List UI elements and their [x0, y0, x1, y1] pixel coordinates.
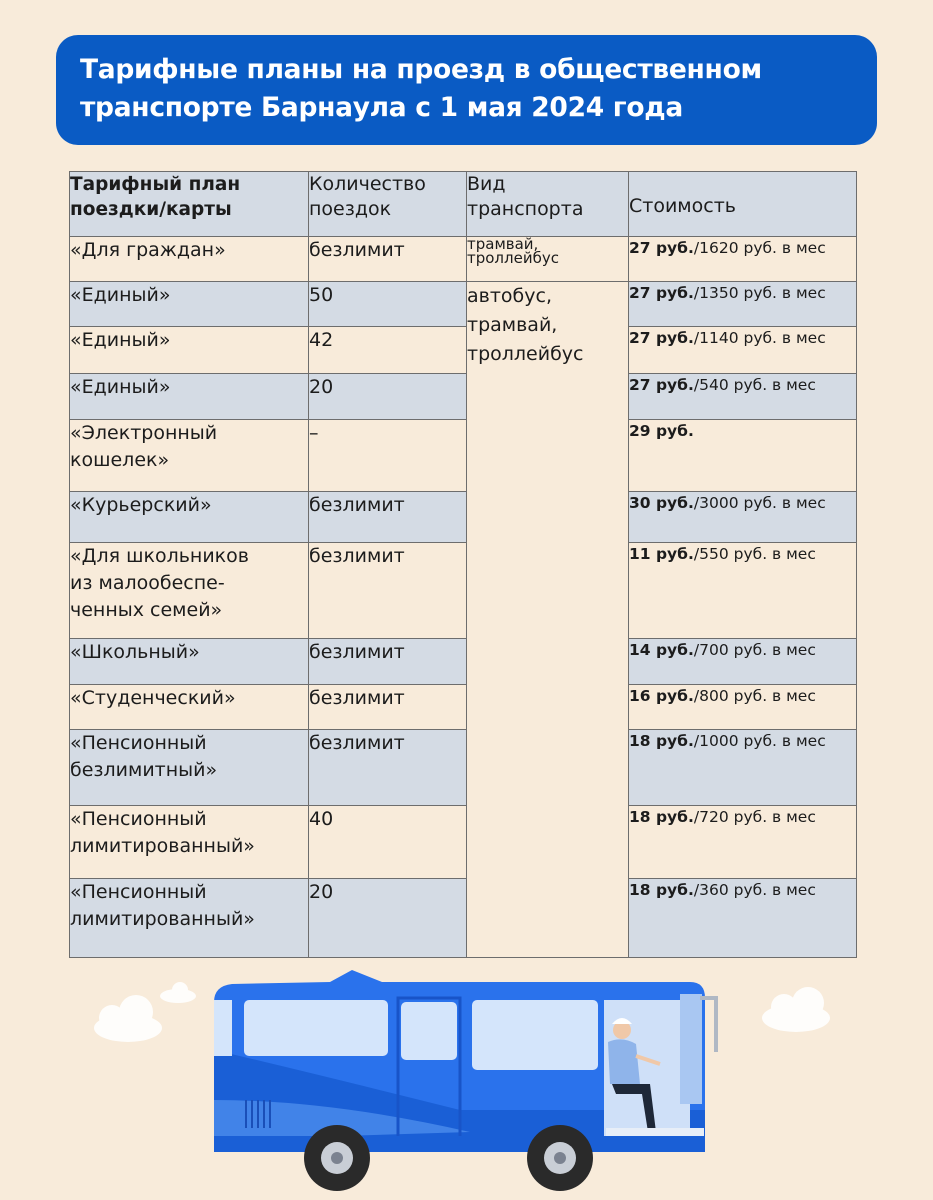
- table-row: [70, 543, 857, 639]
- bus-front-glass: [680, 994, 702, 1104]
- count-cell: 40: [309, 806, 467, 879]
- header-plan: [70, 172, 309, 237]
- plan-name-line-1: «Пенсионный: [70, 732, 207, 754]
- cost-cell: [629, 420, 857, 492]
- plan-cell: [70, 685, 309, 730]
- cost-cell: [629, 237, 857, 282]
- plan-cell: [70, 879, 309, 958]
- plan-name-line-3: ченных семей»: [70, 599, 223, 621]
- bus-window-3: [472, 1000, 598, 1070]
- cost-fare: 18 руб.: [629, 808, 694, 826]
- plan-cell: [70, 806, 309, 879]
- plan-cell: [70, 374, 309, 420]
- cost-cell: [629, 639, 857, 685]
- header-plan-line-1: Тарифный план: [70, 174, 241, 195]
- table-row: [70, 327, 857, 374]
- header-count: [309, 172, 467, 237]
- plan-name-line-2: из малообеспе-: [70, 572, 225, 594]
- plan-cell: [70, 730, 309, 806]
- plan-name-line-1: «Для школьников: [70, 545, 249, 567]
- transport-first-line-1: трамвай,: [467, 235, 539, 253]
- header-transport: [467, 172, 629, 237]
- count-cell: 20: [309, 374, 467, 420]
- count-cell: безлимит: [309, 543, 467, 639]
- header-count-line-1: Количество: [309, 173, 426, 195]
- transport-cell-main: [467, 282, 629, 958]
- plan-cell: [70, 327, 309, 374]
- cost-fare: 30 руб.: [629, 494, 694, 512]
- header-transport-line-1: Вид: [467, 173, 506, 195]
- plan-cell: [70, 420, 309, 492]
- cost-monthly: /1620 руб. в мес: [693, 239, 826, 257]
- plan-cell: [70, 282, 309, 327]
- cost-fare: 18 руб.: [629, 881, 694, 899]
- cloud-left: [94, 995, 162, 1042]
- plan-name: «Для граждан»: [70, 239, 226, 261]
- count-cell: безлимит: [309, 492, 467, 543]
- plan-name-line-2: лимитированный»: [70, 835, 255, 857]
- plan-name-line-1: «Электронный: [70, 422, 218, 444]
- header-count-line-2: поездок: [309, 198, 392, 220]
- plan-name: «Школьный»: [70, 641, 200, 663]
- plan-name: «Единый»: [70, 329, 171, 351]
- cost-cell: [629, 879, 857, 958]
- cost-monthly: /720 руб. в мес: [693, 808, 816, 826]
- bus-window-2: [401, 1002, 457, 1060]
- plan-cell: [70, 639, 309, 685]
- cost-monthly: /3000 руб. в мес: [693, 494, 826, 512]
- header-cost: Стоимость: [629, 172, 857, 237]
- table-row: [70, 879, 857, 958]
- bus-window-1: [244, 1000, 388, 1056]
- count-cell: 20: [309, 879, 467, 958]
- title-banner: [56, 35, 877, 145]
- table-row: [70, 685, 857, 730]
- plan-name: «Студенческий»: [70, 687, 236, 709]
- cost-cell: [629, 282, 857, 327]
- table-row: [70, 806, 857, 879]
- plan-cell: [70, 543, 309, 639]
- table-row: [70, 282, 857, 327]
- cost-cell: [629, 543, 857, 639]
- page-title-line-2: транспорте Барнаула с 1 мая 2024 года: [80, 92, 683, 123]
- cost-monthly: /1350 руб. в мес: [693, 284, 826, 302]
- table-row: [70, 237, 857, 282]
- cost-cell: [629, 685, 857, 730]
- header-plan-line-2: поездки/карты: [70, 199, 232, 220]
- cost-monthly: /1140 руб. в мес: [693, 329, 826, 347]
- cost-cell: [629, 374, 857, 420]
- cost-fare: 16 руб.: [629, 687, 694, 705]
- cost-fare: 27 руб.: [629, 284, 694, 302]
- table-row: [70, 730, 857, 806]
- table-header-row: [70, 172, 857, 237]
- cost-fare: 27 руб.: [629, 239, 694, 257]
- table-row: [70, 492, 857, 543]
- page-title-line-1: Тарифные планы на проезд в общественном: [80, 54, 762, 85]
- count-cell: 50: [309, 282, 467, 327]
- cost-fare: 11 руб.: [629, 545, 694, 563]
- plan-name-line-2: безлимитный»: [70, 759, 218, 781]
- transport-main-line-2: трамвай,: [467, 314, 558, 336]
- cloud-right: [762, 987, 830, 1032]
- cost-fare: 18 руб.: [629, 732, 694, 750]
- plan-name-line-2: кошелек»: [70, 449, 170, 471]
- bus-illustration: [0, 960, 933, 1200]
- plan-name: «Курьерский»: [70, 494, 212, 516]
- cloud-left-small: [160, 982, 196, 1003]
- cost-monthly: /1000 руб. в мес: [693, 732, 826, 750]
- transport-main-line-1: автобус,: [467, 285, 552, 307]
- header-transport-line-2: транспорта: [467, 198, 584, 220]
- cost-fare: 29 руб.: [629, 422, 694, 440]
- plan-cell: [70, 237, 309, 282]
- cost-monthly: /800 руб. в мес: [693, 687, 816, 705]
- cost-monthly: /360 руб. в мес: [693, 881, 816, 899]
- table-row: [70, 420, 857, 492]
- plan-cell: [70, 492, 309, 543]
- count-cell: безлимит: [309, 730, 467, 806]
- cost-cell: [629, 327, 857, 374]
- bus-wheel-rear: [304, 1125, 370, 1191]
- cost-fare: 14 руб.: [629, 641, 694, 659]
- cost-fare: 27 руб.: [629, 376, 694, 394]
- cost-cell: [629, 730, 857, 806]
- cost-cell: [629, 492, 857, 543]
- count-cell: 42: [309, 327, 467, 374]
- tariff-table: [69, 171, 857, 958]
- plan-name: «Единый»: [70, 376, 171, 398]
- cost-cell: [629, 806, 857, 879]
- cost-monthly: /550 руб. в мес: [693, 545, 816, 563]
- plan-name-line-1: «Пенсионный: [70, 881, 207, 903]
- transport-main-line-3: троллейбус: [467, 343, 584, 365]
- cost-fare: 27 руб.: [629, 329, 694, 347]
- count-cell: безлимит: [309, 237, 467, 282]
- bus-bumper: [214, 1136, 705, 1152]
- table-row: [70, 374, 857, 420]
- bus-wheel-front: [527, 1125, 593, 1191]
- plan-name-line-1: «Пенсионный: [70, 808, 207, 830]
- count-cell: –: [309, 420, 467, 492]
- cost-monthly: /540 руб. в мес: [693, 376, 816, 394]
- count-cell: безлимит: [309, 639, 467, 685]
- count-cell: безлимит: [309, 685, 467, 730]
- bus-rear-window: [214, 1000, 232, 1056]
- cost-monthly: /700 руб. в мес: [693, 641, 816, 659]
- plan-name: «Единый»: [70, 284, 171, 306]
- transport-cell-first: [467, 237, 629, 282]
- bus: [214, 970, 716, 1191]
- plan-name-line-2: лимитированный»: [70, 908, 255, 930]
- transport-first-line-2: троллейбус: [467, 249, 559, 267]
- table-row: [70, 639, 857, 685]
